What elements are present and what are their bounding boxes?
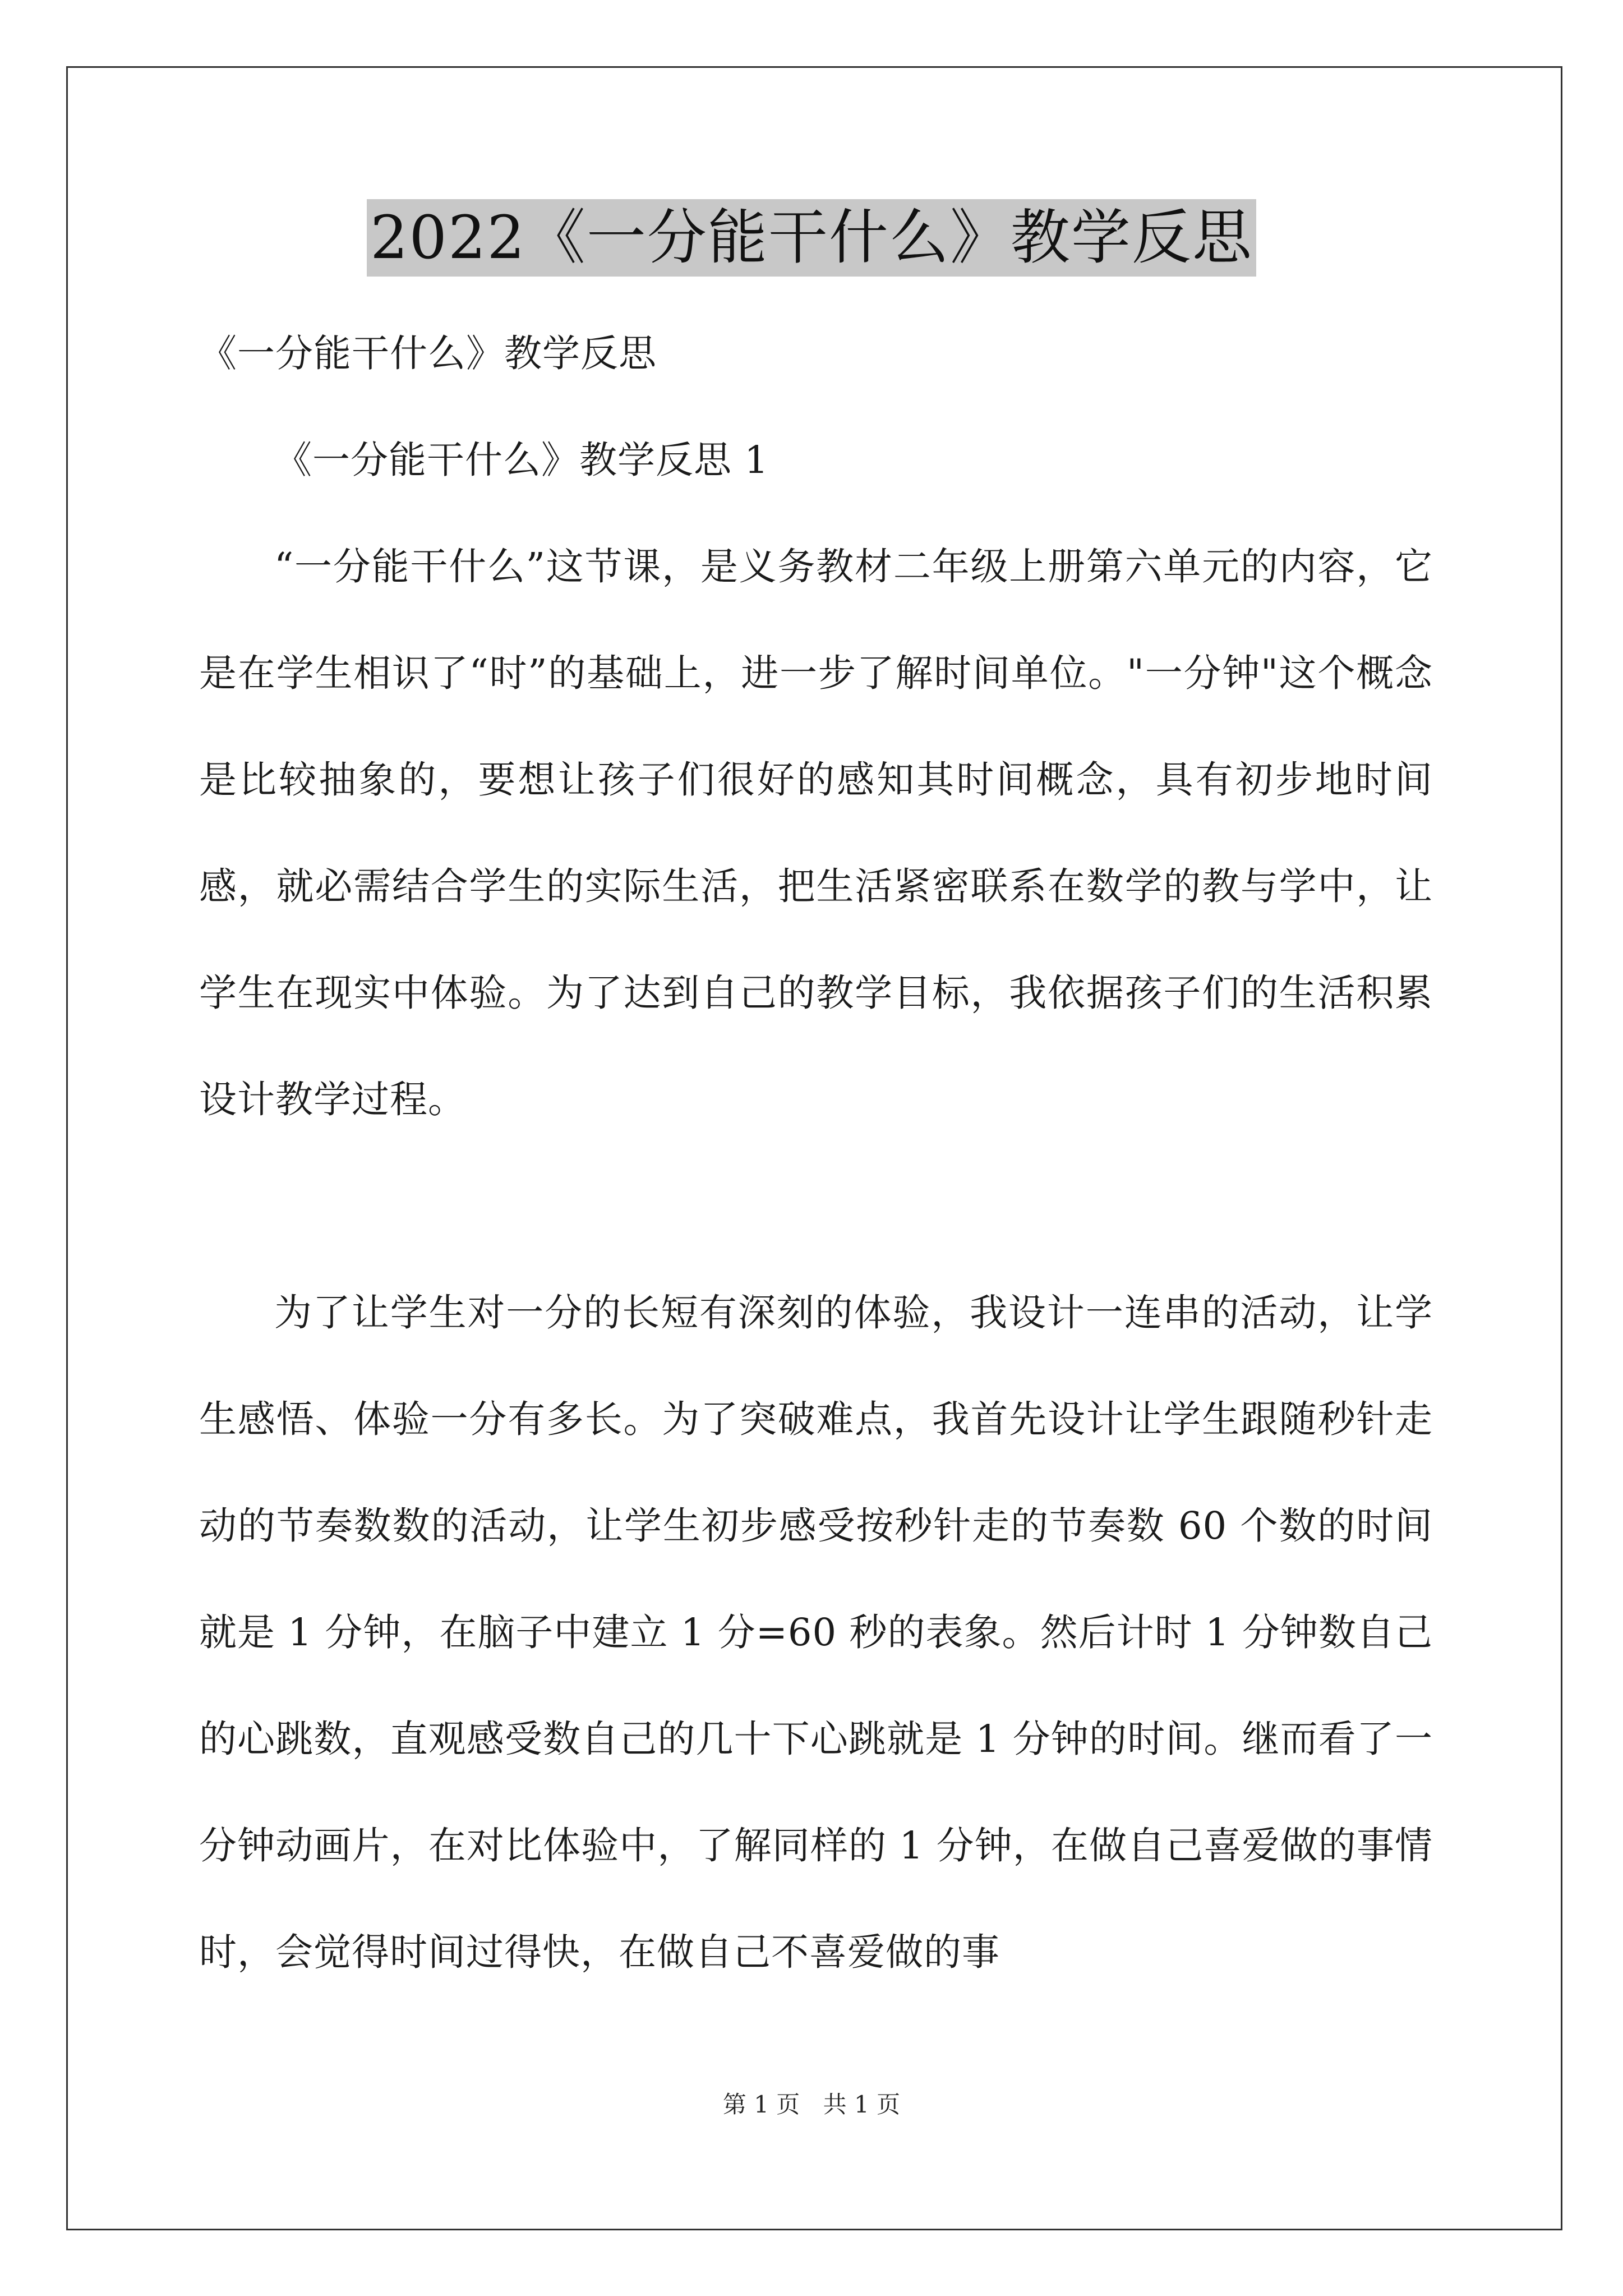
document-subtitle: 《一分能干什么》教学反思 bbox=[199, 332, 657, 375]
page-number: 第 1 页 bbox=[722, 2091, 800, 2118]
document-title: 2022《一分能干什么》教学反思 bbox=[367, 199, 1256, 277]
section-heading: 《一分能干什么》教学反思 1 bbox=[274, 438, 769, 482]
title-container bbox=[0, 199, 1623, 277]
page-total: 共 1 页 bbox=[823, 2091, 901, 2118]
paragraph-2: 为了让学生对一分的长短有深刻的体验，我设计一连串的活动，让学生感悟、体验一分有多长。为了突破难点，我首先设计让学生跟随秒针走动的节奏数数的活动，让学生初步感受按秒针走的节奏数 60 个数的时间就是 1 分钟，在脑子中建立 1 分=60 秒的表象。然后计时 1 分钟数自己的心跳数，直观感受数自己的几十下心跳就是 1 分钟的时间。继而看了一分钟动画片，在对比体验中，了解同样的 1 分钟，在做自己喜爱做的事情时，会觉得时间过得快，在做自己不喜爱做的事 bbox=[199, 1291, 1433, 1974]
page-footer bbox=[0, 2088, 1623, 2122]
paragraph-gap bbox=[199, 1153, 1433, 1259]
document-body bbox=[199, 300, 1433, 2005]
paragraph-1: “一分能干什么”这节课，是义务教材二年级上册第六单元的内容，它是在学生相识了“时”的基础上，进一步了解时间单位。"一分钟"这个概念是比较抽象的，要想让孩子们很好的感知其时间概念，具有初步地时间感，就必需结合学生的实际生活，把生活紧密联系在数学的教与学中，让学生在现实中体验。为了达到自己的教学目标，我依据孩子们的生活积累设计教学过程。 bbox=[199, 545, 1433, 1121]
